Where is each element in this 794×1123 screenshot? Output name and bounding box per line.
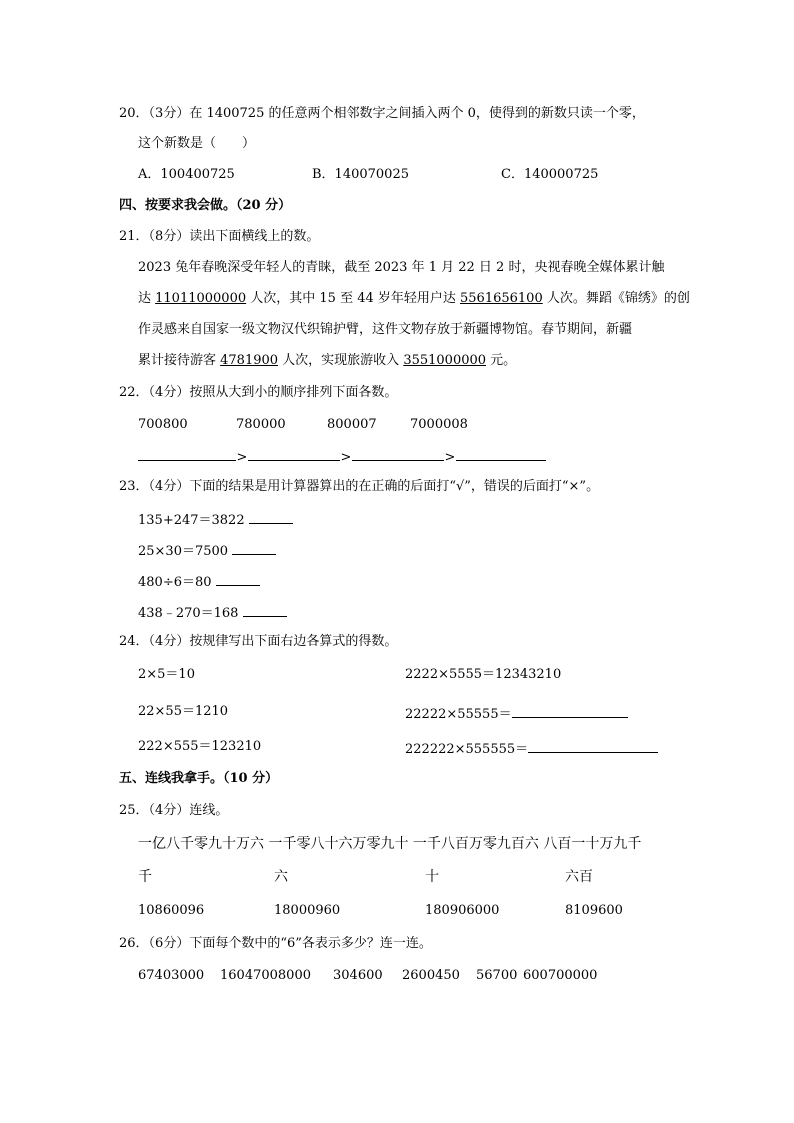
q21-paragraph-line1: 2023 兔年春晚深受年轻人的青睐，截至 2023 年 1 月 22 日 2 时，央视春晚全媒体累计触 — [138, 260, 665, 275]
q26-number: 56700 — [476, 968, 518, 983]
q24-right-formula: 2222×5555＝12343210 — [405, 667, 562, 682]
q26-stem: 26．（6分）下面每个数中的“6”各表示多少？连一连。 — [119, 936, 432, 951]
q25-stem: 25．（4分）连线。 — [119, 803, 229, 818]
q21-paragraph-line3: 作灵感来自国家一级文物汉代织锦护臂，这件文物存放于新疆博物馆。春节期间，新疆 — [138, 322, 633, 337]
answer-blank[interactable] — [243, 603, 287, 617]
q20-stem-line2: 这个新数是（ ） — [138, 136, 256, 151]
q21-underlined-number: 3551000000 — [403, 353, 487, 368]
q26-number: 600700000 — [523, 968, 598, 983]
q21-text: 人次，实现旅游收入 — [278, 353, 404, 368]
q21-underlined-number: 5561656100 — [460, 291, 543, 306]
answer-blank[interactable] — [216, 572, 260, 586]
q25-word-tail: 十 — [425, 869, 439, 885]
q25-word-tail: 六 — [274, 869, 288, 885]
q21-text: 人次，其中 15 至 44 岁年轻用户达 — [246, 291, 461, 306]
q24-left-formula: 2×5＝10 — [138, 667, 195, 682]
q23-item — [138, 572, 260, 591]
answer-blank[interactable] — [512, 704, 628, 718]
answer-blank[interactable] — [528, 739, 658, 753]
q25-number: 18000960 — [274, 903, 341, 918]
q23-expression: 25×30＝7500 — [138, 544, 229, 559]
q20-option-b: B．140070025 — [312, 167, 409, 182]
section4-heading: 四、按要求我会做。（20 分） — [119, 198, 292, 213]
section5-heading: 五、连线我拿手。（10 分） — [119, 771, 279, 786]
q21-paragraph-line4 — [138, 353, 516, 369]
q22-number: 700800 — [138, 417, 188, 432]
q25-number: 10860096 — [138, 903, 205, 918]
q24-stem: 24．（4分）按规律写出下面右边各算式的得数。 — [119, 634, 398, 649]
answer-blank[interactable] — [456, 447, 546, 461]
q26-number: 16047008000 — [220, 968, 311, 983]
q24-expression: 22222×55555＝ — [405, 707, 512, 722]
q23-item — [138, 510, 293, 529]
q21-text: 元。 — [486, 353, 517, 368]
q24-right-formula — [405, 704, 628, 723]
answer-blank[interactable] — [249, 510, 293, 524]
q22-answer-row — [138, 447, 546, 466]
q26-number: 2600450 — [402, 968, 460, 983]
q23-item — [138, 603, 287, 622]
q25-words-line1: 一亿八千零九十万六 一千零八十六万零九十 一千八百万零九百六 八百一十万九千 — [138, 836, 642, 852]
answer-blank[interactable] — [352, 447, 444, 461]
q26-number: 67403000 — [138, 968, 205, 983]
q21-stem: 21．（8分）读出下面横线上的数。 — [119, 229, 320, 244]
answer-blank[interactable] — [248, 447, 340, 461]
greater-than-sign: > — [444, 450, 456, 465]
q23-item — [138, 541, 276, 560]
q22-number: 800007 — [327, 417, 377, 432]
q22-number: 780000 — [236, 417, 286, 432]
q21-underlined-number: 11011000000 — [155, 291, 247, 306]
q25-number: 180906000 — [425, 903, 500, 918]
q20-option-c: C．140000725 — [501, 167, 599, 182]
greater-than-sign: > — [236, 450, 248, 465]
q25-word-tail: 千 — [138, 869, 152, 885]
q23-stem: 23．（4分）下面的结果是用计算器算出的在正确的后面打“√”，错误的后面打“×”。 — [119, 479, 600, 494]
q23-expression: 135+247＝3822 — [138, 513, 245, 528]
q25-word-tail: 六百 — [565, 869, 593, 885]
answer-blank[interactable] — [232, 541, 276, 555]
q24-left-formula: 22×55＝1210 — [138, 704, 229, 719]
q21-text: 达 — [138, 291, 156, 306]
q25-number: 8109600 — [565, 903, 623, 918]
answer-blank[interactable] — [138, 447, 236, 461]
q21-paragraph-line2 — [138, 291, 690, 307]
q22-number: 7000008 — [410, 417, 468, 432]
q22-stem: 22．（4分）按照从大到小的顺序排列下面各数。 — [119, 385, 398, 400]
q23-expression: 480÷6＝80 — [138, 575, 212, 590]
q20-stem-line1: 20．（3分）在 1400725 的任意两个相邻数字之间插入两个 0，使得到的新数只读一个零， — [119, 106, 645, 121]
q21-text: 累计接待游客 — [138, 353, 221, 368]
q21-text: 人次。舞蹈《锦绣》的创 — [542, 291, 690, 306]
q26-number: 304600 — [333, 968, 383, 983]
q24-right-formula — [405, 739, 658, 758]
q20-option-a: A．100400725 — [138, 167, 235, 182]
q24-expression: 222222×555555＝ — [405, 742, 529, 757]
q21-underlined-number: 4781900 — [220, 353, 279, 368]
q23-expression: 438﹣270＝168 — [138, 606, 239, 621]
q24-left-formula: 222×555＝123210 — [138, 739, 262, 754]
greater-than-sign: > — [340, 450, 352, 465]
